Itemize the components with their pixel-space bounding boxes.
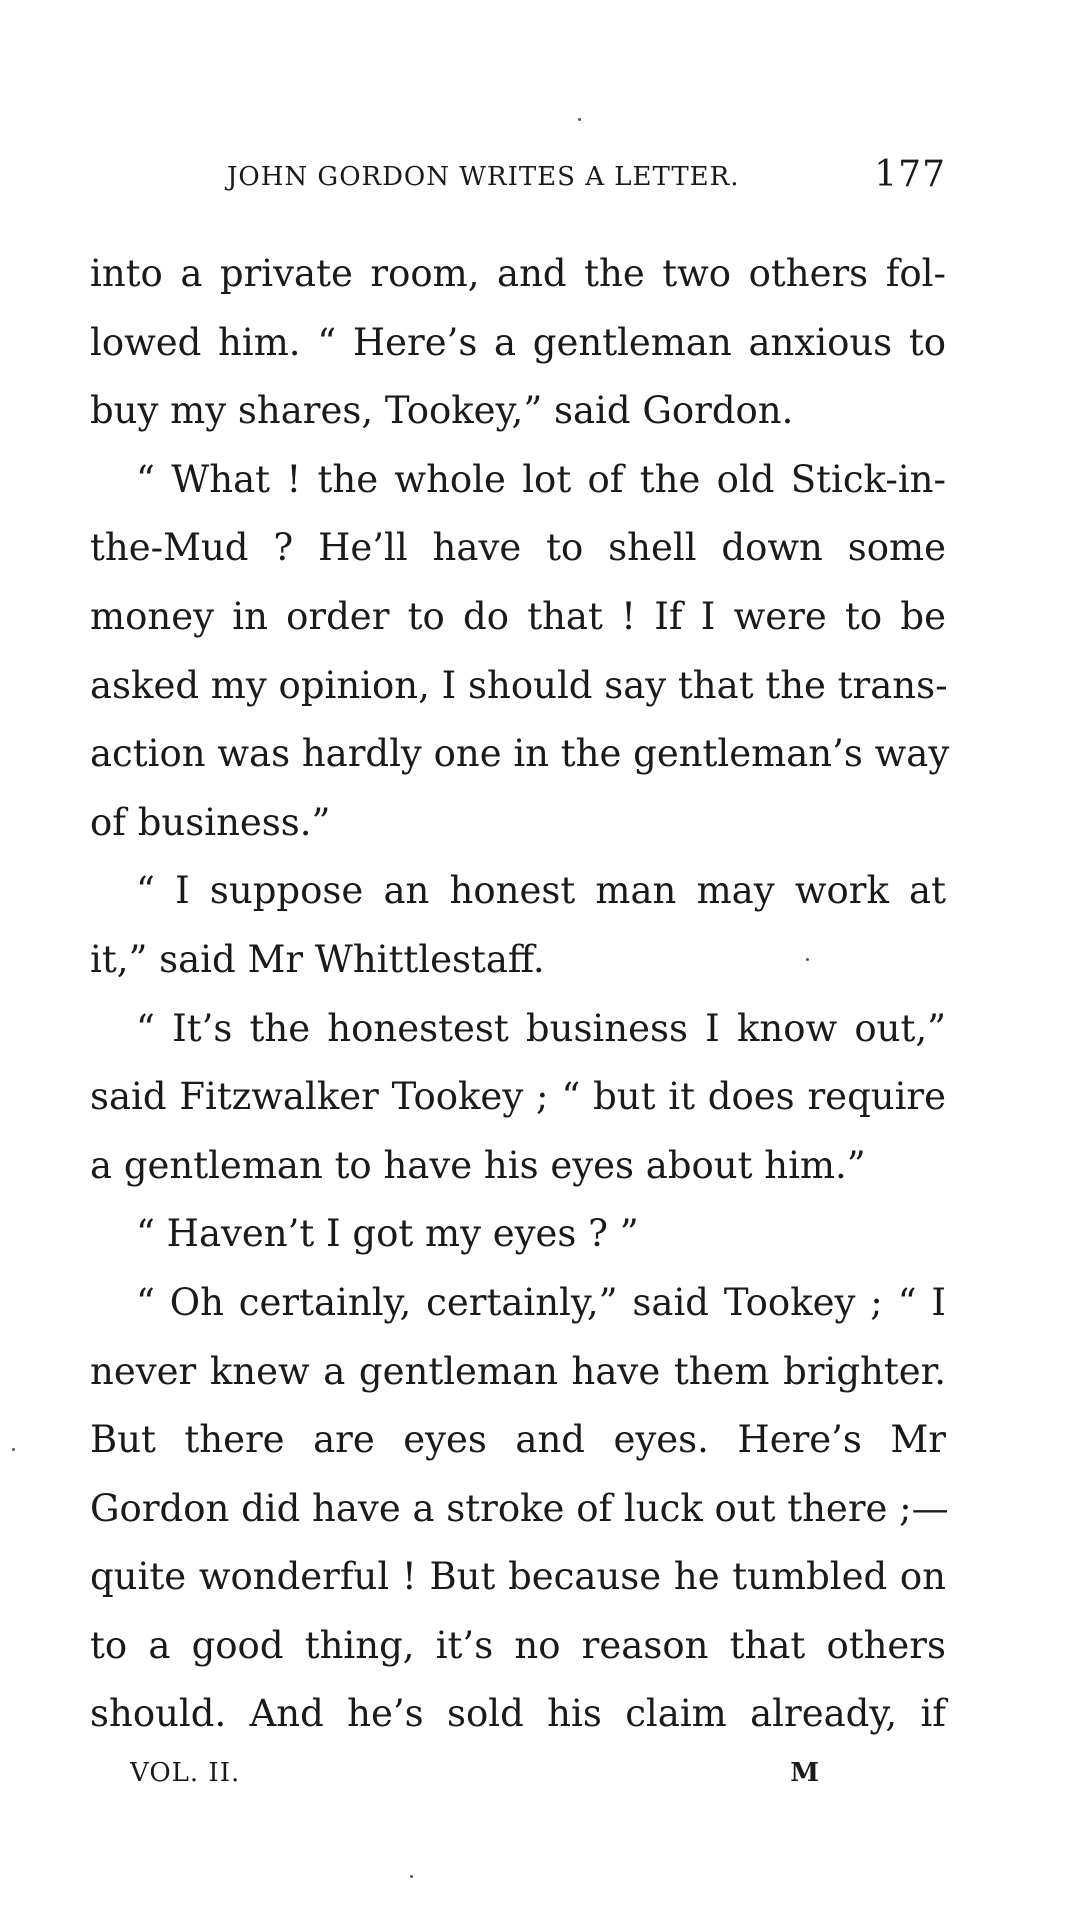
text-line: said Fitzwalker Tookey ; “ but it does require xyxy=(90,1075,946,1119)
paragraph-4 xyxy=(90,995,946,1201)
paragraph-6 xyxy=(90,1269,949,1749)
running-head xyxy=(90,154,946,194)
text-line: it,” said Mr Whittlestaff. xyxy=(90,937,545,981)
text-line: “ What ! the whole lot of the old Stick-in- xyxy=(136,457,946,501)
text-line: money in order to do that ! If I were to be xyxy=(90,594,946,638)
text-line: to a good thing, it’s no reason that others xyxy=(90,1623,946,1667)
body-text xyxy=(90,240,950,1749)
paragraph-3 xyxy=(90,857,946,994)
text-line: “ I suppose an honest man may work at xyxy=(136,869,946,913)
text-line: “ Haven’t I got my eyes ? ” xyxy=(136,1212,639,1256)
text-line: “ It’s the honestest business I know out,” xyxy=(136,1006,946,1050)
text-line: action was hardly one in the gentleman’s way xyxy=(90,732,950,776)
paragraph-5 xyxy=(90,1200,946,1269)
page-number: 177 xyxy=(874,154,946,195)
text-line: But there are eyes and eyes. Here’s Mr xyxy=(90,1418,946,1462)
text-line: should. And he’s sold his claim already, if xyxy=(90,1692,946,1736)
paragraph-1 xyxy=(90,240,946,446)
text-line: a gentleman to have his eyes about him.” xyxy=(90,1143,866,1187)
paragraph-2 xyxy=(90,446,950,858)
text-line: Gordon did have a stroke of luck out there ;— xyxy=(90,1486,949,1530)
paper-speck xyxy=(12,1448,15,1451)
paper-speck xyxy=(410,1875,413,1878)
page-footer xyxy=(130,1758,820,1798)
signature-mark: M xyxy=(790,1758,820,1788)
text-line: the-Mud ? He’ll have to shell down some xyxy=(90,526,946,570)
text-line: asked my opinion, I should say that the trans- xyxy=(90,663,948,707)
text-line: “ Oh certainly, certainly,” said Tookey ; “ I xyxy=(136,1280,946,1324)
text-line: buy my shares, Tookey,” said Gordon. xyxy=(90,389,794,433)
text-line: lowed him. “ Here’s a gentleman anxious to xyxy=(90,320,946,364)
text-line: quite wonderful ! But because he tumbled on xyxy=(90,1555,946,1599)
text-line: never knew a gentleman have them brighter. xyxy=(90,1349,946,1393)
running-title: JOHN GORDON WRITES A LETTER. xyxy=(227,162,740,192)
volume-signature: VOL. II. xyxy=(130,1758,241,1788)
text-line: into a private room, and the two others fol- xyxy=(90,252,946,295)
paper-speck xyxy=(578,118,581,121)
paper-speck xyxy=(806,958,809,961)
text-line: of business.” xyxy=(90,800,331,844)
